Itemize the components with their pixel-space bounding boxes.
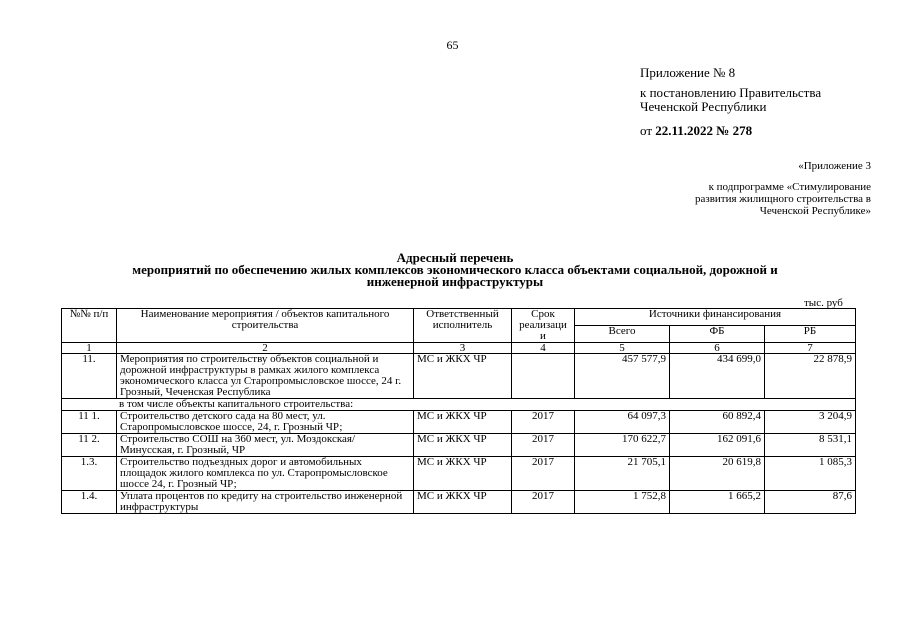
row-total-cell: 21 705,1 <box>575 457 670 491</box>
row-fb-cell: 20 619,8 <box>670 457 765 491</box>
header-num: №№ п/п <box>62 309 117 343</box>
address-list-table <box>61 308 856 514</box>
col-number: 4 <box>512 343 575 354</box>
row-fb-cell: 60 892,4 <box>670 411 765 434</box>
appendix-8-header <box>640 66 890 138</box>
row-term-cell <box>512 354 575 399</box>
row-rb-cell: 22 878,9 <box>765 354 856 399</box>
appendix-3-line1: к подпрограмме «Стимулирование <box>708 181 871 193</box>
table-row <box>62 434 856 457</box>
order-prefix: от <box>640 123 656 138</box>
appendix-8-order <box>640 124 890 138</box>
row-rb-cell: 1 085,3 <box>765 457 856 491</box>
row-executor-cell: МС и ЖКХ ЧР <box>414 491 512 514</box>
appendix-3-title: «Приложение 3 <box>798 160 871 172</box>
col-number: 5 <box>575 343 670 354</box>
appendix-8-title: Приложение № 8 <box>640 65 736 80</box>
row-fb-cell: 434 699,0 <box>670 354 765 399</box>
document-title <box>60 252 850 288</box>
appendix-8-line2: Чеченской Республики <box>640 99 767 114</box>
row-name-cell: Мероприятия по строительству объектов социальной и дорожной инфраструктуры в рамках жилого комплекса экономического класса ул Старопромысловское шоссе, 24 г. Грозный, Чеченская Республика <box>117 354 414 399</box>
header-fb: ФБ <box>670 326 765 343</box>
col-number: 7 <box>765 343 856 354</box>
row-term-cell: 2017 <box>512 434 575 457</box>
order-date-number: 22.11.2022 № 278 <box>655 123 753 138</box>
row-name-cell: Уплата процентов по кредиту на строительство инженерной инфраструктуры <box>117 491 414 514</box>
title-line2: мероприятий по обеспечению жилых комплексов экономического класса объектами социальной, дорожной и <box>132 262 778 277</box>
table-row <box>62 411 856 434</box>
header-name: Наименование мероприятия / объектов капитального строительства <box>117 309 414 343</box>
unit-label: тыс. руб <box>804 297 843 309</box>
page-number: 65 <box>446 38 459 52</box>
row-total-cell: 1 752,8 <box>575 491 670 514</box>
row-term-cell: 2017 <box>512 411 575 434</box>
col-number: 1 <box>62 343 117 354</box>
row-number-cell: 1.3. <box>62 457 117 491</box>
header-rb: РБ <box>765 326 856 343</box>
row-executor-cell: МС и ЖКХ ЧР <box>414 411 512 434</box>
row-name-cell: Строительство детского сада на 80 мест, ул. Старопромысловское шоссе, 24, г. Грозный ЧР; <box>117 411 414 434</box>
row-fb-cell: 1 665,2 <box>670 491 765 514</box>
row-number-cell: 11 2. <box>62 434 117 457</box>
row-rb-cell: 8 531,1 <box>765 434 856 457</box>
row-executor-cell: МС и ЖКХ ЧР <box>414 434 512 457</box>
row-executor-cell: МС и ЖКХ ЧР <box>414 354 512 399</box>
row-term-cell: 2017 <box>512 491 575 514</box>
column-numbers-row <box>62 343 856 354</box>
appendix-3-header <box>611 160 871 217</box>
table-body <box>62 343 856 514</box>
row-rb-cell: 87,6 <box>765 491 856 514</box>
table-row <box>62 354 856 399</box>
col-number: 6 <box>670 343 765 354</box>
appendix-3-line3: Чеченской Республике» <box>759 205 871 217</box>
row-rb-cell: 3 204,9 <box>765 411 856 434</box>
header-term: Срок реализаци и <box>512 309 575 343</box>
header-sources: Источники финансирования <box>575 309 856 326</box>
row-total-cell: 64 097,3 <box>575 411 670 434</box>
header-exec: Ответственный исполнитель <box>414 309 512 343</box>
table-subheader-row <box>62 399 856 411</box>
row-total-cell: 170 622,7 <box>575 434 670 457</box>
header-total: Всего <box>575 326 670 343</box>
row-name-cell: Строительство СОШ на 360 мест, ул. Моздокская/ Минусская, г. Грозный, ЧР <box>117 434 414 457</box>
row-number-cell: 1.4. <box>62 491 117 514</box>
col-number: 3 <box>414 343 512 354</box>
row-number-cell: 11 1. <box>62 411 117 434</box>
table-row <box>62 457 856 491</box>
row-fb-cell: 162 091,6 <box>670 434 765 457</box>
table-row <box>62 491 856 514</box>
title-line1: Адресный перечень <box>396 250 514 265</box>
subheader-cell: в том числе объекты капитального строительства: <box>62 399 856 411</box>
row-total-cell: 457 577,9 <box>575 354 670 399</box>
appendix-8-line1: к постановлению Правительства <box>640 85 822 100</box>
row-name-cell: Строительство подъездных дорог и автомобильных площадок жилого комплекса по ул. Старопромысловское шоссе 24, г. Грозный ЧР; <box>117 457 414 491</box>
row-number-cell: 11. <box>62 354 117 399</box>
col-number: 2 <box>117 343 414 354</box>
row-executor-cell: МС и ЖКХ ЧР <box>414 457 512 491</box>
row-term-cell: 2017 <box>512 457 575 491</box>
title-line3: инженерной инфраструктуры <box>366 274 544 289</box>
appendix-3-line2: развития жилищного строительства в <box>695 193 871 205</box>
